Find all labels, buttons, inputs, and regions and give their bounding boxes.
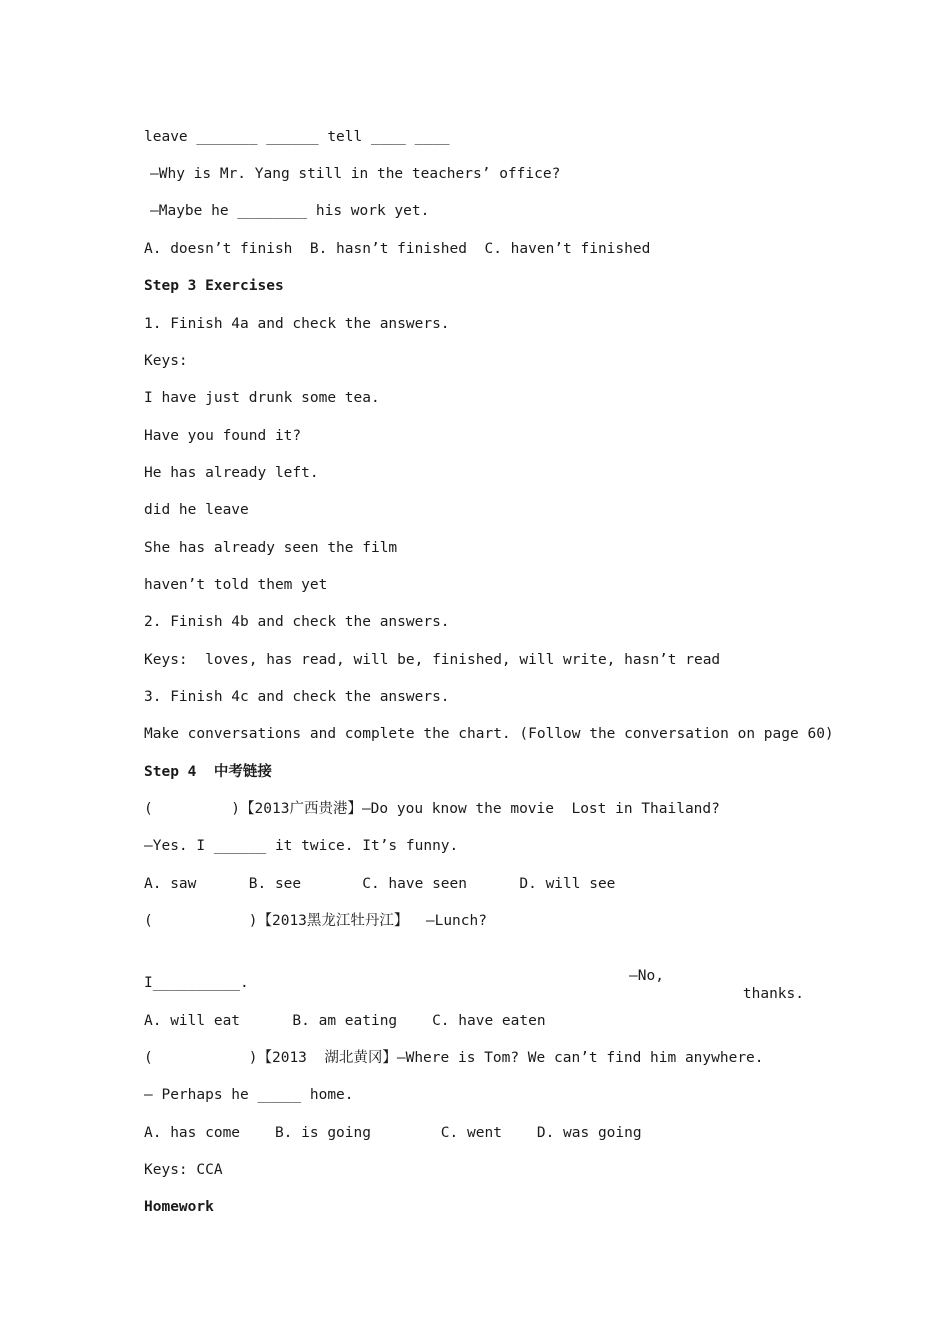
text-line-task-4a: 1. Finish 4a and check the answers. [144,316,450,332]
text-line-key-1: I have just drunk some tea. [144,390,380,406]
text-line-question: —Why is Mr. Yang still in the teachers’ office? [150,166,561,182]
reply-thanks: thanks. [742,986,804,1002]
text-line-keys-4b: Keys: loves, has read, will be, finished, will write, hasn’t read [144,652,721,668]
text-line-answer-prompt: —Maybe he ________ his work yet. [150,203,430,219]
text-line-exam-q3-options: A. has come B. is going C. went D. was going [144,1125,642,1141]
text-line-key-6: haven’t told them yet [144,577,328,593]
reply-no: —No, [629,968,664,984]
text-line-conversation-instruction: Make conversations and complete the chart. (Follow the conversation on page 60) [144,726,834,742]
text-line-task-4b: 2. Finish 4b and check the answers. [144,614,450,630]
text-line-exam-q1-answer: —Yes. I ______ it twice. It’s funny. [144,838,459,854]
section-heading-step4: Step 4 中考链接 [144,764,272,780]
section-heading-homework: Homework [144,1199,214,1215]
text-line-vocab-blanks: leave _______ ______ tell ____ ____ [144,129,450,145]
text-line-exam-q2: ( )【2013黑龙江牡丹江】 —Lunch? [144,913,487,929]
text-line-exam-q1-options: A. saw B. see C. have seen D. will see [144,876,616,892]
text-line-exam-keys: Keys: CCA [144,1162,223,1178]
text-line-exam-q1: ( )【2013广西贵港】—Do you know the movie Lost in Thailand? [144,801,720,817]
text-line-keys-label: Keys: [144,353,188,369]
text-line-task-4c: 3. Finish 4c and check the answers. [144,689,450,705]
section-heading-step3: Step 3 Exercises [144,278,284,294]
text-line-exam-q3: ( )【2013 湖北黄冈】—Where is Tom? We can’t find him anywhere. [144,1050,764,1066]
text-line-key-3: He has already left. [144,465,319,481]
text-line-options: A. doesn’t finish B. hasn’t finished C. haven’t finished [144,241,651,257]
text-line-key-2: Have you found it? [144,428,302,444]
text-line-exam-q3-answer: — Perhaps he _____ home. [144,1087,354,1103]
text-line-key-4: did he leave [144,502,249,518]
text-line-exam-q2-options: A. will eat B. am eating C. have eaten [144,1013,546,1029]
text-line-exam-q2-blank: I__________. [144,975,249,991]
text-line-key-5: She has already seen the film [144,540,398,556]
